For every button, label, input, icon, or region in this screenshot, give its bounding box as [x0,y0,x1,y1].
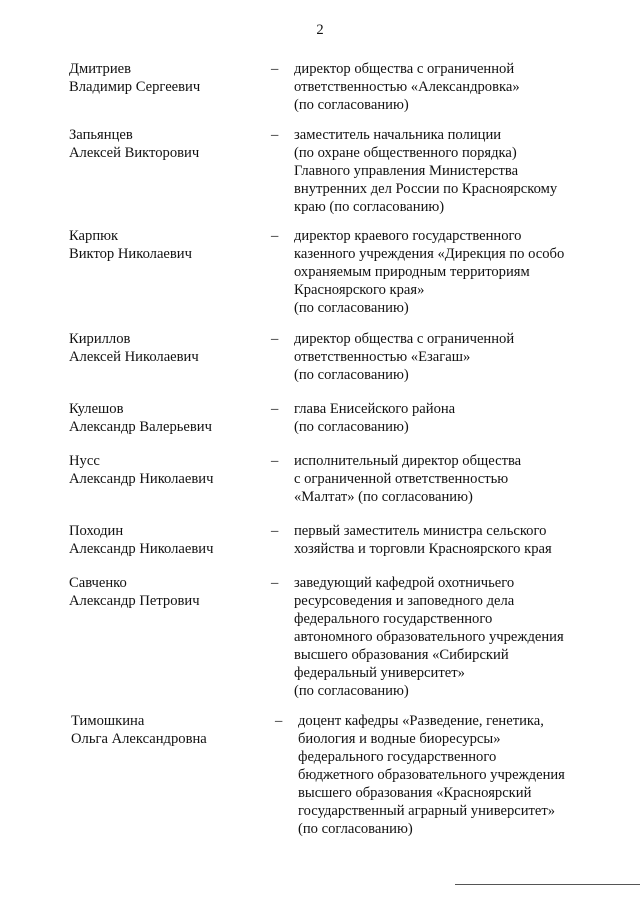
member-given-names: Александр Николаевич [69,541,214,557]
dash-separator: – [271,575,279,591]
member-name [71,712,266,748]
member-given-names: Виктор Николаевич [69,246,192,262]
position-line: Главного управления Министерства [294,163,519,179]
member-surname: Кириллов [69,331,131,347]
member-surname: Нусс [69,453,100,469]
position-line: (по согласованию) [294,683,409,699]
position-line: автономного образовательного учреждения [294,629,564,645]
member-name [69,452,264,488]
member-given-names: Алексей Викторович [69,145,200,161]
dash-separator: – [271,523,279,539]
member-surname: Кулешов [69,401,124,417]
page-number: 2 [316,22,324,38]
member-surname: Савченко [69,575,127,591]
position-line: краю (по согласованию) [294,199,445,215]
position-line: Красноярского края» [294,282,425,298]
member-given-names: Александр Петрович [69,593,200,609]
position-line: исполнительный директор общества [294,453,522,469]
position-line: глава Енисейского района [294,401,456,417]
position-line: (по охране общественного порядка) [294,145,517,161]
position-line: (по согласованию) [294,97,409,113]
position-line: директор краевого государственного [294,228,522,244]
member-name [69,400,264,436]
member-position [294,574,594,700]
position-line: федерального государственного [294,611,493,627]
position-line: ответственностью «Езагаш» [294,349,471,365]
position-line: (по согласованию) [294,367,409,383]
member-surname: Тимошкина [71,713,145,729]
member-surname: Запьянцев [69,127,133,143]
dash-separator: – [271,127,279,143]
position-line: директор общества с ограниченной [294,331,515,347]
member-position [294,400,594,436]
member-given-names: Александр Николаевич [69,471,214,487]
position-line: заместитель начальника полиции [294,127,502,143]
member-given-names: Владимир Сергеевич [69,79,201,95]
member-surname: Карпюк [69,228,119,244]
position-line: бюджетного образовательного учреждения [298,767,565,783]
member-name [69,574,264,610]
dash-separator: – [275,713,283,729]
member-position [294,452,594,506]
dash-separator: – [271,401,279,417]
position-line: охраняемым природным территориям [294,264,530,280]
member-given-names: Александр Валерьевич [69,419,212,435]
position-line: (по согласованию) [298,821,413,837]
position-line: внутренних дел России по Красноярскому [294,181,558,197]
position-line: казенного учреждения «Дирекция по особо [294,246,565,262]
position-line: федерального государственного [298,749,497,765]
position-line: (по согласованию) [294,300,409,316]
member-position [294,522,594,558]
dash-separator: – [271,228,279,244]
position-line: с ограниченной ответственностью [294,471,509,487]
position-line: «Малтат» (по согласованию) [294,489,473,505]
member-name [69,227,264,263]
dash-separator: – [271,453,279,469]
position-line: высшего образования «Сибирский [294,647,509,663]
member-position [294,227,594,317]
member-name [69,330,264,366]
position-line: федеральный университет» [294,665,465,681]
member-surname: Дмитриев [69,61,132,77]
member-given-names: Алексей Николаевич [69,349,199,365]
member-given-names: Ольга Александровна [71,731,207,747]
dash-separator: – [271,61,279,77]
position-line: ресурсоведения и заповедного дела [294,593,515,609]
member-position [294,126,594,216]
position-line: (по согласованию) [294,419,409,435]
position-line: ответственностью «Александровка» [294,79,520,95]
position-line: доцент кафедры «Разведение, генетика, [298,713,544,729]
position-line: директор общества с ограниченной [294,61,515,77]
position-line: высшего образования «Красноярский [298,785,532,801]
member-surname: Походин [69,523,124,539]
member-position [298,712,598,838]
member-position [294,60,594,114]
member-position [294,330,594,384]
bottom-rule [455,884,640,885]
member-name [69,522,264,558]
member-name [69,126,264,162]
dash-separator: – [271,331,279,347]
position-line: хозяйства и торговли Красноярского края [294,541,552,557]
position-line: первый заместитель министра сельского [294,523,547,539]
position-line: государственный аграрный университет» [298,803,556,819]
position-line: заведующий кафедрой охотничьего [294,575,515,591]
member-name [69,60,264,96]
position-line: биология и водные биоресурсы» [298,731,501,747]
